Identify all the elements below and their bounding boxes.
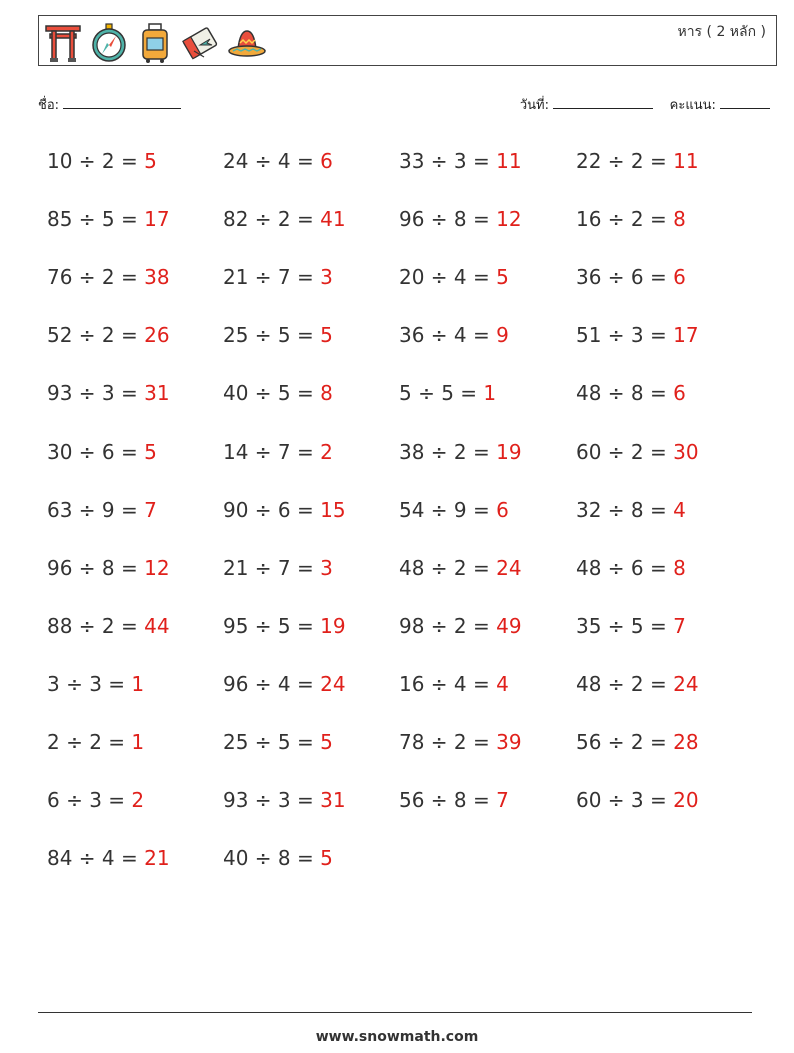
- problem-answer: 1: [131, 730, 145, 754]
- problem-question: 76 ÷ 2 =: [47, 265, 145, 290]
- problem-answer: 11: [496, 149, 522, 173]
- problem-answer: 17: [673, 323, 699, 348]
- problem-question: 93 ÷ 3 =: [223, 788, 321, 813]
- problem-question: 14 ÷ 7 =: [223, 439, 321, 464]
- division-problem: [47, 726, 144, 758]
- division-problem: [399, 610, 522, 642]
- problem-question: 38 ÷ 2 =: [399, 439, 497, 464]
- problem-question: 16 ÷ 2 =: [576, 207, 674, 232]
- problem-answer: 39: [496, 730, 522, 754]
- division-problem: [399, 319, 509, 351]
- problem-question: 10 ÷ 2 =: [47, 149, 145, 173]
- sombrero-icon: [228, 21, 266, 63]
- problem-answer: 12: [496, 207, 522, 232]
- problem-question: 63 ÷ 9 =: [47, 497, 145, 522]
- problem-question: 33 ÷ 3 =: [399, 149, 497, 173]
- header-icons: [44, 21, 266, 63]
- division-problem: [47, 377, 170, 409]
- division-problem: [223, 726, 333, 758]
- division-problem: [399, 377, 496, 409]
- division-problem: [47, 494, 157, 526]
- problem-question: 51 ÷ 3 =: [576, 323, 674, 348]
- name-label: ชื่อ:: [38, 98, 60, 113]
- division-problem: [399, 494, 509, 526]
- name-blank-line: [63, 96, 181, 109]
- problem-answer: 3: [320, 265, 333, 290]
- name-field: [38, 94, 181, 115]
- division-problem: [47, 203, 170, 235]
- division-problem: [47, 668, 144, 700]
- problem-answer: 8: [673, 207, 686, 232]
- division-problem: [399, 552, 522, 584]
- problem-answer: 4: [673, 497, 686, 522]
- division-problem: [223, 610, 346, 642]
- problem-question: 90 ÷ 6 =: [223, 497, 321, 522]
- division-problem: [47, 145, 157, 177]
- division-problem: [223, 436, 333, 468]
- division-problem: [223, 842, 333, 874]
- problem-question: 78 ÷ 2 =: [399, 730, 497, 754]
- problem-answer: 49: [496, 613, 522, 638]
- problem-question: 24 ÷ 4 =: [223, 149, 321, 173]
- problem-answer: 19: [496, 439, 522, 464]
- problem-question: 21 ÷ 7 =: [223, 265, 321, 290]
- problem-answer: 44: [144, 613, 170, 638]
- score-label: คะแนน:: [669, 98, 716, 113]
- problem-question: 95 ÷ 5 =: [223, 613, 321, 638]
- problem-question: 40 ÷ 8 =: [223, 846, 321, 871]
- division-problem: [223, 552, 333, 584]
- torii-gate-icon: [44, 21, 82, 63]
- division-problem: [576, 726, 699, 758]
- worksheet-header: [38, 15, 777, 66]
- problem-answer: 20: [673, 788, 699, 813]
- problem-answer: 38: [144, 265, 170, 290]
- problem-question: 36 ÷ 6 =: [576, 265, 674, 290]
- problem-question: 60 ÷ 2 =: [576, 439, 674, 464]
- division-problem: [223, 203, 346, 235]
- problem-question: 32 ÷ 8 =: [576, 497, 674, 522]
- problem-answer: 8: [320, 381, 333, 406]
- division-problem: [223, 319, 333, 351]
- division-problem: [576, 552, 686, 584]
- score-blank-line: [720, 96, 770, 109]
- problem-question: 88 ÷ 2 =: [47, 613, 145, 638]
- problem-answer: 9: [496, 323, 509, 348]
- division-problem: [47, 784, 144, 816]
- division-problem: [576, 145, 699, 177]
- problem-question: 93 ÷ 3 =: [47, 381, 145, 406]
- division-problem: [399, 784, 509, 816]
- problem-question: 40 ÷ 5 =: [223, 381, 321, 406]
- date-score-fields: [520, 94, 770, 115]
- problem-question: 5 ÷ 5 =: [399, 381, 484, 406]
- problem-question: 30 ÷ 6 =: [47, 439, 145, 464]
- compass-icon: [90, 21, 128, 63]
- division-problem: [576, 436, 699, 468]
- date-blank-line: [553, 96, 653, 109]
- division-problem: [223, 784, 346, 816]
- problem-answer: 31: [320, 788, 346, 813]
- problem-answer: 8: [673, 555, 686, 580]
- problem-answer: 6: [496, 497, 509, 522]
- division-problem: [576, 203, 686, 235]
- division-problem: [47, 842, 170, 874]
- problem-answer: 4: [496, 671, 509, 696]
- problem-question: 52 ÷ 2 =: [47, 323, 145, 348]
- problem-question: 21 ÷ 7 =: [223, 555, 321, 580]
- division-problem: [399, 145, 522, 177]
- problem-answer: 7: [496, 788, 509, 813]
- division-problem: [576, 610, 686, 642]
- division-problem: [47, 436, 157, 468]
- problem-answer: 24: [320, 671, 346, 696]
- problem-question: 96 ÷ 4 =: [223, 671, 321, 696]
- problem-question: 25 ÷ 5 =: [223, 323, 321, 348]
- division-problem: [576, 319, 699, 351]
- problem-answer: 2: [320, 439, 333, 464]
- division-problem: [223, 668, 346, 700]
- problem-question: 20 ÷ 4 =: [399, 265, 497, 290]
- division-problem: [576, 261, 686, 293]
- division-problem: [223, 145, 333, 177]
- problem-answer: 1: [483, 381, 497, 406]
- problem-answer: 15: [320, 497, 346, 522]
- division-problem: [399, 668, 509, 700]
- suitcase-icon: [136, 21, 174, 63]
- problem-question: 35 ÷ 5 =: [576, 613, 674, 638]
- division-problem: [399, 261, 509, 293]
- problem-question: 16 ÷ 4 =: [399, 671, 497, 696]
- division-problem: [47, 552, 170, 584]
- division-problem: [223, 377, 333, 409]
- division-problem: [223, 261, 333, 293]
- problem-question: 56 ÷ 8 =: [399, 788, 497, 813]
- problem-answer: 28: [673, 730, 699, 754]
- problem-question: 82 ÷ 2 =: [223, 207, 321, 232]
- division-problem: [47, 610, 170, 642]
- problem-answer: 31: [144, 381, 170, 406]
- problem-answer: 6: [673, 265, 686, 290]
- problem-answer: 1: [131, 671, 145, 696]
- division-problem: [399, 203, 522, 235]
- problem-answer: 24: [496, 555, 522, 580]
- problem-question: 6 ÷ 3 =: [47, 788, 132, 813]
- division-problem: [576, 784, 699, 816]
- problem-question: 25 ÷ 5 =: [223, 730, 321, 754]
- problem-question: 48 ÷ 8 =: [576, 381, 674, 406]
- problem-question: 48 ÷ 2 =: [399, 555, 497, 580]
- problem-answer: 5: [320, 730, 333, 754]
- problem-answer: 6: [320, 149, 333, 173]
- division-problem: [47, 319, 170, 351]
- footer-url: www.snowmath.com: [315, 1029, 479, 1045]
- problem-answer: 6: [673, 381, 686, 406]
- problem-answer: 7: [144, 497, 157, 522]
- problem-answer: 24: [673, 671, 699, 696]
- problem-question: 54 ÷ 9 =: [399, 497, 497, 522]
- problem-question: 84 ÷ 4 =: [47, 846, 145, 871]
- problem-question: 2 ÷ 2 =: [47, 730, 132, 754]
- problem-question: 56 ÷ 2 =: [576, 730, 674, 754]
- problem-answer: 5: [320, 323, 333, 348]
- division-problem: [223, 494, 346, 526]
- problem-answer: 11: [673, 149, 699, 173]
- problem-answer: 12: [144, 555, 170, 580]
- problem-answer: 30: [673, 439, 699, 464]
- problem-question: 3 ÷ 3 =: [47, 671, 132, 696]
- problem-question: 48 ÷ 6 =: [576, 555, 674, 580]
- problem-question: 22 ÷ 2 =: [576, 149, 674, 173]
- problem-answer: 41: [320, 207, 346, 232]
- division-problem: [47, 261, 170, 293]
- plane-ticket-icon: [182, 21, 220, 63]
- problem-answer: 5: [320, 846, 333, 871]
- problem-answer: 5: [496, 265, 509, 290]
- problem-answer: 2: [131, 788, 145, 813]
- division-problem: [576, 668, 699, 700]
- problem-question: 96 ÷ 8 =: [47, 555, 145, 580]
- problem-question: 60 ÷ 3 =: [576, 788, 674, 813]
- problem-question: 85 ÷ 5 =: [47, 207, 145, 232]
- problem-question: 36 ÷ 4 =: [399, 323, 497, 348]
- problem-question: 96 ÷ 8 =: [399, 207, 497, 232]
- division-problem: [399, 726, 522, 758]
- problem-answer: 5: [144, 149, 157, 173]
- problem-answer: 21: [144, 846, 170, 871]
- footer-divider: [38, 1012, 752, 1013]
- problem-answer: 3: [320, 555, 333, 580]
- division-problem: [576, 494, 686, 526]
- date-label: วันที่:: [519, 98, 549, 113]
- problem-question: 98 ÷ 2 =: [399, 613, 497, 638]
- problem-answer: 7: [673, 613, 686, 638]
- problem-answer: 17: [144, 207, 170, 232]
- problem-question: 48 ÷ 2 =: [576, 671, 674, 696]
- division-problem: [576, 377, 686, 409]
- problem-answer: 26: [144, 323, 170, 348]
- worksheet-title: หาร ( 2 หลัก ): [677, 24, 766, 40]
- problem-answer: 5: [144, 439, 157, 464]
- problem-answer: 19: [320, 613, 346, 638]
- division-problem: [399, 436, 522, 468]
